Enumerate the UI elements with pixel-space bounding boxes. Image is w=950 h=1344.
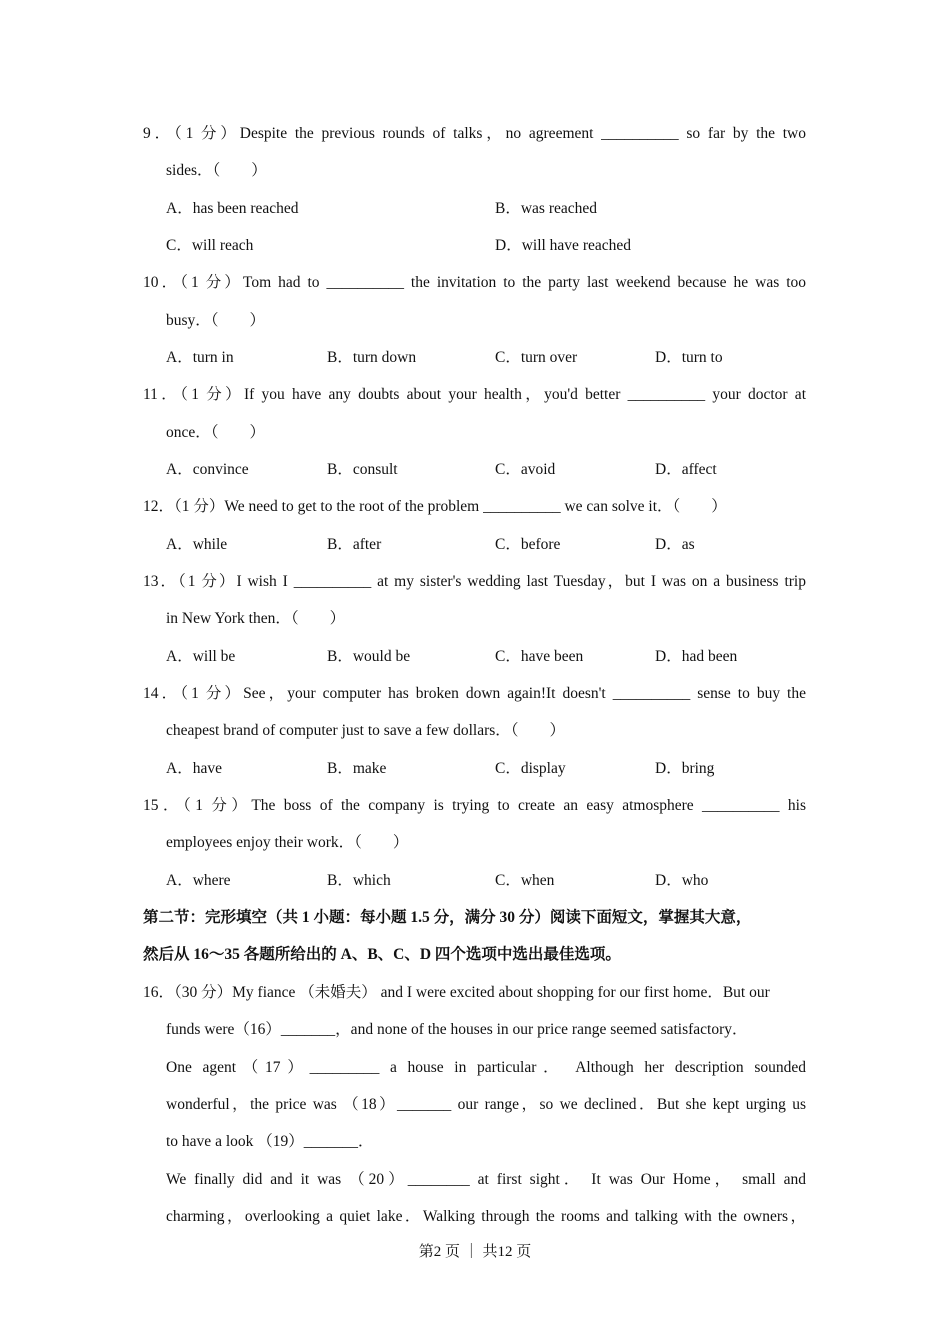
q15-option-a: A．where (166, 872, 231, 889)
page-footer: 第2 页 ｜ 共12 页 (418, 1244, 532, 1260)
passage-line-1: 16．（30 分）My fiance （未婚夫） and I were excited about shopping for our first home．But our (143, 984, 770, 1001)
q14-stem: 14．（1 分）See，your computer has broken down again!It doesn't __________ sense to buy the (143, 685, 806, 702)
q15-option-c: C．when (495, 872, 555, 889)
q10-option-b: B．turn down (327, 349, 417, 366)
q12-option-a: A．while (166, 536, 228, 553)
q12-option-b: B．after (327, 536, 382, 553)
q10-option-c: C．turn over (495, 349, 578, 366)
passage-line-5: to have a look （19）_______． (166, 1133, 374, 1150)
q14-option-a: A．have (166, 760, 222, 777)
q13-option-d: D．had been (655, 648, 738, 665)
q12-option-c: C．before (495, 536, 561, 553)
q11-option-a: A．convince (166, 461, 249, 478)
q11-option-d: D．affect (655, 461, 717, 478)
q15-option-b: B．which (327, 872, 391, 889)
q9-option-a: A．has been reached (166, 200, 299, 217)
passage-line-6: We finally did and it was （20）________ at first sight． It was Our Home， small and (166, 1171, 806, 1188)
q12-stem: 12．（1 分）We need to get to the root of the problem __________ we can solve it．（ ） (143, 498, 727, 515)
q9-option-d: D．will have reached (495, 237, 631, 254)
q13-option-a: A．will be (166, 648, 236, 665)
q13-stem-cont: in New York then．（ ） (166, 610, 346, 627)
q13-stem: 13．（1 分）I wish I __________ at my sister's wedding last Tuesday，but I was on a business trip (143, 573, 806, 590)
q9-stem-cont: sides．（ ） (166, 162, 267, 179)
q9-option-b: B．was reached (495, 200, 597, 217)
passage-line-7: charming，overlooking a quiet lake．Walking through the rooms and talking with the owners， (166, 1208, 806, 1225)
q11-option-b: B．consult (327, 461, 398, 478)
passage-line-4: wonderful，the price was （18）_______ our range，so we declined．But she kept urging us (166, 1096, 806, 1113)
q9-stem: 9．（1 分）Despite the previous rounds of talks，no agreement __________ so far by the two (143, 125, 806, 142)
passage-line-3: One agent（17）_________ a house in particular． Although her description sounded (166, 1059, 806, 1076)
q10-option-d: D．turn to (655, 349, 723, 366)
q15-stem-cont: employees enjoy their work．（ ） (166, 834, 409, 851)
q14-option-b: B．make (327, 760, 387, 777)
q12-option-d: D．as (655, 536, 695, 553)
q15-stem: 15．（1 分）The boss of the company is trying to create an easy atmosphere __________ his (143, 797, 806, 814)
q11-stem: 11．（1 分）If you have any doubts about your health，you'd better __________ your doctor at (143, 386, 806, 403)
section2-heading: 第二节：完形填空（共 1 小题：每小题 1.5 分，满分 30 分）阅读下面短文，掌握其大意， (143, 909, 752, 926)
q9-option-c: C．will reach (166, 237, 254, 254)
q13-option-b: B．would be (327, 648, 411, 665)
passage-line-2: funds were（16）_______，and none of the houses in our price range seemed satisfactory． (166, 1021, 748, 1038)
q10-stem: 10．（1 分）Tom had to __________ the invitation to the party last weekend because he was too (143, 274, 806, 291)
q10-stem-cont: busy．（ ） (166, 312, 266, 329)
q14-option-c: C．display (495, 760, 566, 777)
section2-heading-cont: 然后从 16～35 各题所给出的 A、B、C、D 四个选项中选出最佳选项。 (143, 946, 621, 963)
q11-option-c: C．avoid (495, 461, 556, 478)
q10-option-a: A．turn in (166, 349, 234, 366)
q14-option-d: D．bring (655, 760, 715, 777)
q14-stem-cont: cheapest brand of computer just to save a few dollars．（ ） (166, 722, 566, 739)
q15-option-d: D．who (655, 872, 709, 889)
q13-option-c: C．have been (495, 648, 584, 665)
q11-stem-cont: once．（ ） (166, 424, 266, 441)
